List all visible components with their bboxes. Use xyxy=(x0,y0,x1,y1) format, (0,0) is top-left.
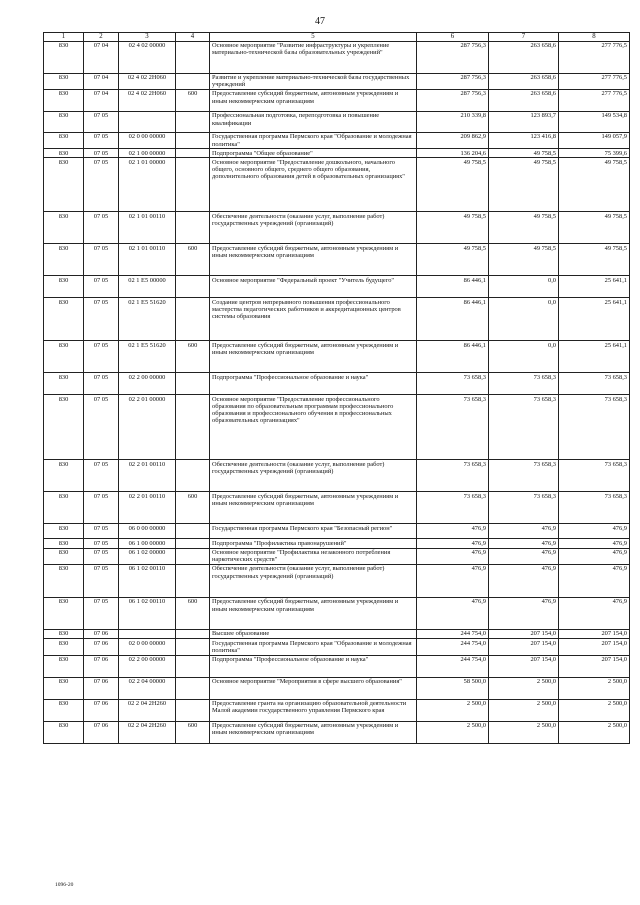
cell-col-4: 600 xyxy=(176,341,210,373)
cell-col-7: 0,0 xyxy=(489,298,559,341)
cell-col-3: 02 1 01 00110 xyxy=(119,212,176,244)
cell-col-8: 476,9 xyxy=(559,564,630,597)
cell-col-1: 830 xyxy=(44,341,84,373)
table-row xyxy=(44,639,630,655)
cell-col-5: Государственная программа Пермского края "Образование и молодежная политика" xyxy=(210,132,417,148)
cell-col-5: Предоставление гранта на организацию образовательной деятельности Малой академии государственного управления Пермского края xyxy=(210,699,417,721)
cell-col-3: 06 1 02 00110 xyxy=(119,597,176,629)
cell-col-6: 244 754,0 xyxy=(417,629,489,638)
cell-col-6: 2 500,0 xyxy=(417,721,489,743)
cell-col-8: 73 658,3 xyxy=(559,395,630,460)
table-row xyxy=(44,276,630,298)
cell-col-1: 830 xyxy=(44,212,84,244)
cell-col-6: 476,9 xyxy=(417,524,489,539)
cell-col-8: 25 641,1 xyxy=(559,298,630,341)
cell-col-8: 277 776,5 xyxy=(559,89,630,111)
cell-col-7: 476,9 xyxy=(489,539,559,548)
cell-col-8: 49 758,5 xyxy=(559,212,630,244)
cell-col-6: 476,9 xyxy=(417,539,489,548)
cell-col-7: 73 658,3 xyxy=(489,373,559,395)
table-row xyxy=(44,73,630,89)
cell-col-6: 86 446,1 xyxy=(417,298,489,341)
table-row xyxy=(44,564,630,597)
cell-col-4 xyxy=(176,699,210,721)
cell-col-8: 25 641,1 xyxy=(559,276,630,298)
cell-col-5: Обеспечение деятельности (оказание услуг, выполнение работ) государственных учреждений (организаций) xyxy=(210,212,417,244)
cell-col-3: 02 1 01 00110 xyxy=(119,244,176,276)
cell-col-6: 210 339,8 xyxy=(417,111,489,132)
cell-col-6: 73 658,3 xyxy=(417,492,489,524)
cell-col-6: 73 658,3 xyxy=(417,395,489,460)
cell-col-8: 49 758,5 xyxy=(559,158,630,212)
cell-col-6: 73 658,3 xyxy=(417,460,489,492)
cell-col-3: 02 1 00 00000 xyxy=(119,149,176,158)
cell-col-7: 476,9 xyxy=(489,548,559,564)
cell-col-4 xyxy=(176,639,210,655)
cell-col-8: 25 641,1 xyxy=(559,341,630,373)
cell-col-2: 07 05 xyxy=(84,460,119,492)
cell-col-3: 02 2 01 00110 xyxy=(119,460,176,492)
cell-col-1: 830 xyxy=(44,721,84,743)
cell-col-6: 2 500,0 xyxy=(417,699,489,721)
table-row xyxy=(44,41,630,73)
cell-col-5: Подпрограмма "Профессиональное образование и наука" xyxy=(210,655,417,677)
cell-col-3 xyxy=(119,111,176,132)
page-number: 47 xyxy=(315,16,325,27)
table-row xyxy=(44,655,630,677)
cell-col-7: 123 416,8 xyxy=(489,132,559,148)
cell-col-4 xyxy=(176,158,210,212)
cell-col-3: 06 1 02 00110 xyxy=(119,564,176,597)
cell-col-1: 830 xyxy=(44,111,84,132)
cell-col-2: 07 06 xyxy=(84,721,119,743)
cell-col-5: Создание центров непрерывного повышения профессионального мастерства педагогических работников и аккредитационных центров системы образования xyxy=(210,298,417,341)
cell-col-4 xyxy=(176,564,210,597)
table-row xyxy=(44,548,630,564)
cell-col-4 xyxy=(176,41,210,73)
cell-col-2: 07 06 xyxy=(84,639,119,655)
cell-col-8: 149 534,8 xyxy=(559,111,630,132)
cell-col-2: 07 05 xyxy=(84,132,119,148)
cell-col-5: Предоставление субсидий бюджетным, автономным учреждениям и иным некоммерческим организациям xyxy=(210,492,417,524)
cell-col-8: 207 154,0 xyxy=(559,639,630,655)
table-row xyxy=(44,539,630,548)
cell-col-7: 123 893,7 xyxy=(489,111,559,132)
cell-col-7: 476,9 xyxy=(489,597,559,629)
table-row xyxy=(44,677,630,699)
cell-col-7: 2 500,0 xyxy=(489,677,559,699)
cell-col-7: 0,0 xyxy=(489,276,559,298)
cell-col-6: 49 758,5 xyxy=(417,244,489,276)
cell-col-4: 600 xyxy=(176,721,210,743)
cell-col-4 xyxy=(176,298,210,341)
cell-col-6: 86 446,1 xyxy=(417,341,489,373)
cell-col-1: 830 xyxy=(44,597,84,629)
cell-col-7: 2 500,0 xyxy=(489,721,559,743)
header-col-5: 5 xyxy=(210,33,417,42)
cell-col-7: 49 758,5 xyxy=(489,212,559,244)
cell-col-3: 02 2 00 00000 xyxy=(119,655,176,677)
header-col-2: 2 xyxy=(84,33,119,42)
cell-col-2: 07 04 xyxy=(84,73,119,89)
cell-col-5: Основное мероприятие "Развитие инфраструктуры и укрепление материально-технической базы образовательных учреждений" xyxy=(210,41,417,73)
cell-col-4: 600 xyxy=(176,89,210,111)
cell-col-3: 06 0 00 00000 xyxy=(119,524,176,539)
cell-col-1: 830 xyxy=(44,73,84,89)
table-row xyxy=(44,492,630,524)
cell-col-1: 830 xyxy=(44,677,84,699)
cell-col-2: 07 05 xyxy=(84,492,119,524)
cell-col-2: 07 05 xyxy=(84,149,119,158)
cell-col-8: 73 658,3 xyxy=(559,373,630,395)
cell-col-4 xyxy=(176,548,210,564)
cell-col-8: 73 658,3 xyxy=(559,492,630,524)
table-row xyxy=(44,158,630,212)
cell-col-3: 02 1 Е5 51620 xyxy=(119,298,176,341)
cell-col-2: 07 04 xyxy=(84,41,119,73)
cell-col-3: 02 4 02 2Н060 xyxy=(119,89,176,111)
cell-col-8: 476,9 xyxy=(559,524,630,539)
cell-col-1: 830 xyxy=(44,244,84,276)
table-row xyxy=(44,524,630,539)
cell-col-4 xyxy=(176,212,210,244)
cell-col-8: 207 154,0 xyxy=(559,629,630,638)
cell-col-2: 07 05 xyxy=(84,158,119,212)
cell-col-2: 07 05 xyxy=(84,373,119,395)
cell-col-5: Предоставление субсидий бюджетным, автономным учреждениям и иным некоммерческим организациям xyxy=(210,89,417,111)
cell-col-7: 73 658,3 xyxy=(489,492,559,524)
cell-col-5: Основное мероприятие "Предоставление профессионального образования по образовательным программам профессионального образования и профессионального обучения в профессиональных образовательных организациях" xyxy=(210,395,417,460)
cell-col-6: 244 754,0 xyxy=(417,639,489,655)
cell-col-7: 2 500,0 xyxy=(489,699,559,721)
cell-col-1: 830 xyxy=(44,564,84,597)
cell-col-6: 49 758,5 xyxy=(417,158,489,212)
table-row xyxy=(44,721,630,743)
cell-col-3 xyxy=(119,629,176,638)
table-row xyxy=(44,298,630,341)
cell-col-2: 07 05 xyxy=(84,539,119,548)
cell-col-4 xyxy=(176,373,210,395)
cell-col-2: 07 06 xyxy=(84,655,119,677)
cell-col-3: 02 0 00 00000 xyxy=(119,639,176,655)
footer-code: 1096-20 xyxy=(55,882,74,888)
table-row xyxy=(44,111,630,132)
cell-col-8: 277 776,5 xyxy=(559,73,630,89)
cell-col-2: 07 05 xyxy=(84,548,119,564)
cell-col-5: Основное мероприятие "Предоставление дошкольного, начального общего, основного общего, среднего общего образования, дополнительного образования детей в образовательных организациях" xyxy=(210,158,417,212)
cell-col-6: 73 658,3 xyxy=(417,373,489,395)
cell-col-7: 207 154,0 xyxy=(489,655,559,677)
cell-col-7: 73 658,3 xyxy=(489,395,559,460)
cell-col-3: 02 2 04 2Н260 xyxy=(119,721,176,743)
cell-col-6: 476,9 xyxy=(417,548,489,564)
cell-col-8: 476,9 xyxy=(559,548,630,564)
cell-col-8: 207 154,0 xyxy=(559,655,630,677)
cell-col-3: 02 4 02 00000 xyxy=(119,41,176,73)
cell-col-5: Обеспечение деятельности (оказание услуг, выполнение работ) государственных учреждений (организаций) xyxy=(210,564,417,597)
cell-col-2: 07 06 xyxy=(84,629,119,638)
cell-col-1: 830 xyxy=(44,629,84,638)
cell-col-5: Предоставление субсидий бюджетным, автономным учреждениям и иным некоммерческим организациям xyxy=(210,597,417,629)
cell-col-4 xyxy=(176,677,210,699)
table-row xyxy=(44,132,630,148)
cell-col-2: 07 05 xyxy=(84,111,119,132)
cell-col-8: 277 776,5 xyxy=(559,41,630,73)
cell-col-2: 07 05 xyxy=(84,298,119,341)
table-row xyxy=(44,629,630,638)
cell-col-8: 2 500,0 xyxy=(559,677,630,699)
cell-col-2: 07 05 xyxy=(84,524,119,539)
cell-col-1: 830 xyxy=(44,395,84,460)
table-row xyxy=(44,395,630,460)
cell-col-5: Развитие и укрепление материально-технической базы государственных учреждений xyxy=(210,73,417,89)
cell-col-5: Основное мероприятие "Профилактика незаконного потребления наркотических средств" xyxy=(210,548,417,564)
cell-col-6: 209 862,9 xyxy=(417,132,489,148)
cell-col-2: 07 05 xyxy=(84,244,119,276)
cell-col-1: 830 xyxy=(44,373,84,395)
table-row xyxy=(44,460,630,492)
cell-col-7: 49 758,5 xyxy=(489,244,559,276)
table-row xyxy=(44,341,630,373)
cell-col-6: 136 204,6 xyxy=(417,149,489,158)
cell-col-3: 02 2 00 00000 xyxy=(119,373,176,395)
cell-col-1: 830 xyxy=(44,539,84,548)
table-row xyxy=(44,597,630,629)
header-col-4: 4 xyxy=(176,33,210,42)
cell-col-2: 07 05 xyxy=(84,276,119,298)
cell-col-6: 244 754,0 xyxy=(417,655,489,677)
table-row xyxy=(44,699,630,721)
cell-col-1: 830 xyxy=(44,276,84,298)
cell-col-2: 07 06 xyxy=(84,677,119,699)
cell-col-5: Государственная программа Пермского края "Образование и молодежная политика" xyxy=(210,639,417,655)
cell-col-5: Основное мероприятие "Мероприятия в сфере высшего образования" xyxy=(210,677,417,699)
cell-col-3: 02 2 01 00000 xyxy=(119,395,176,460)
cell-col-8: 49 758,5 xyxy=(559,244,630,276)
cell-col-1: 830 xyxy=(44,492,84,524)
cell-col-1: 830 xyxy=(44,158,84,212)
cell-col-1: 830 xyxy=(44,89,84,111)
cell-col-5: Предоставление субсидий бюджетным, автономным учреждениям и иным некоммерческим организациям xyxy=(210,341,417,373)
cell-col-6: 287 756,3 xyxy=(417,73,489,89)
cell-col-5: Обеспечение деятельности (оказание услуг, выполнение работ) государственных учреждений (организаций) xyxy=(210,460,417,492)
cell-col-4: 600 xyxy=(176,492,210,524)
cell-col-8: 476,9 xyxy=(559,597,630,629)
cell-col-4: 600 xyxy=(176,597,210,629)
cell-col-8: 476,9 xyxy=(559,539,630,548)
cell-col-2: 07 05 xyxy=(84,395,119,460)
cell-col-7: 263 658,6 xyxy=(489,89,559,111)
cell-col-3: 02 1 Е5 51620 xyxy=(119,341,176,373)
cell-col-6: 58 500,0 xyxy=(417,677,489,699)
table-header-row xyxy=(44,33,630,42)
cell-col-3: 02 0 00 00000 xyxy=(119,132,176,148)
header-col-3: 3 xyxy=(119,33,176,42)
cell-col-4 xyxy=(176,524,210,539)
cell-col-4 xyxy=(176,73,210,89)
cell-col-4 xyxy=(176,276,210,298)
cell-col-7: 263 658,6 xyxy=(489,73,559,89)
cell-col-7: 263 658,6 xyxy=(489,41,559,73)
cell-col-6: 86 446,1 xyxy=(417,276,489,298)
cell-col-2: 07 05 xyxy=(84,212,119,244)
cell-col-2: 07 05 xyxy=(84,341,119,373)
cell-col-5: Государственная программа Пермского края "Безопасный регион" xyxy=(210,524,417,539)
table-row xyxy=(44,89,630,111)
cell-col-1: 830 xyxy=(44,639,84,655)
cell-col-4 xyxy=(176,460,210,492)
cell-col-1: 830 xyxy=(44,655,84,677)
header-col-1: 1 xyxy=(44,33,84,42)
cell-col-3: 02 2 01 00110 xyxy=(119,492,176,524)
cell-col-4: 600 xyxy=(176,244,210,276)
cell-col-5: Профессиональная подготовка, переподготовка и повышение квалификации xyxy=(210,111,417,132)
cell-col-3: 02 4 02 2Н060 xyxy=(119,73,176,89)
cell-col-4 xyxy=(176,629,210,638)
cell-col-1: 830 xyxy=(44,460,84,492)
header-col-6: 6 xyxy=(417,33,489,42)
cell-col-1: 830 xyxy=(44,41,84,73)
cell-col-5: Высшее образование xyxy=(210,629,417,638)
header-col-8: 8 xyxy=(559,33,630,42)
cell-col-3: 02 2 04 00000 xyxy=(119,677,176,699)
cell-col-7: 49 758,5 xyxy=(489,158,559,212)
cell-col-1: 830 xyxy=(44,298,84,341)
cell-col-8: 75 399,6 xyxy=(559,149,630,158)
cell-col-5: Подпрограмма "Общее образование" xyxy=(210,149,417,158)
cell-col-4 xyxy=(176,655,210,677)
cell-col-4 xyxy=(176,395,210,460)
cell-col-2: 07 04 xyxy=(84,89,119,111)
cell-col-7: 207 154,0 xyxy=(489,639,559,655)
cell-col-1: 830 xyxy=(44,132,84,148)
cell-col-5: Предоставление субсидий бюджетным, автономным учреждениям и иным некоммерческим организациям xyxy=(210,244,417,276)
cell-col-3: 06 1 02 00000 xyxy=(119,548,176,564)
cell-col-7: 476,9 xyxy=(489,524,559,539)
table-row xyxy=(44,149,630,158)
table-row xyxy=(44,373,630,395)
cell-col-7: 207 154,0 xyxy=(489,629,559,638)
cell-col-6: 49 758,5 xyxy=(417,212,489,244)
cell-col-4 xyxy=(176,132,210,148)
cell-col-6: 287 756,3 xyxy=(417,89,489,111)
cell-col-6: 287 756,3 xyxy=(417,41,489,73)
cell-col-2: 07 05 xyxy=(84,597,119,629)
cell-col-7: 0,0 xyxy=(489,341,559,373)
cell-col-7: 476,9 xyxy=(489,564,559,597)
cell-col-5: Подпрограмма "Профилактика правонарушений" xyxy=(210,539,417,548)
cell-col-1: 830 xyxy=(44,149,84,158)
cell-col-5: Подпрограмма "Профессиональное образование и наука" xyxy=(210,373,417,395)
cell-col-3: 02 1 Е5 00000 xyxy=(119,276,176,298)
cell-col-2: 07 06 xyxy=(84,699,119,721)
cell-col-4 xyxy=(176,111,210,132)
cell-col-5: Предоставление субсидий бюджетным, автономным учреждениям и иным некоммерческим организациям xyxy=(210,721,417,743)
header-col-7: 7 xyxy=(489,33,559,42)
cell-col-5: Основное мероприятие "Федеральный проект "Учитель будущего" xyxy=(210,276,417,298)
cell-col-6: 476,9 xyxy=(417,564,489,597)
cell-col-7: 73 658,3 xyxy=(489,460,559,492)
cell-col-1: 830 xyxy=(44,524,84,539)
cell-col-8: 73 658,3 xyxy=(559,460,630,492)
cell-col-8: 2 500,0 xyxy=(559,721,630,743)
table-row xyxy=(44,212,630,244)
cell-col-2: 07 05 xyxy=(84,564,119,597)
cell-col-6: 476,9 xyxy=(417,597,489,629)
cell-col-7: 49 758,5 xyxy=(489,149,559,158)
cell-col-3: 02 1 01 00000 xyxy=(119,158,176,212)
cell-col-4 xyxy=(176,539,210,548)
cell-col-3: 02 2 04 2Н260 xyxy=(119,699,176,721)
cell-col-4 xyxy=(176,149,210,158)
cell-col-1: 830 xyxy=(44,548,84,564)
cell-col-3: 06 1 00 00000 xyxy=(119,539,176,548)
cell-col-8: 2 500,0 xyxy=(559,699,630,721)
cell-col-8: 149 057,9 xyxy=(559,132,630,148)
table-row xyxy=(44,244,630,276)
cell-col-1: 830 xyxy=(44,699,84,721)
budget-table xyxy=(43,32,630,744)
